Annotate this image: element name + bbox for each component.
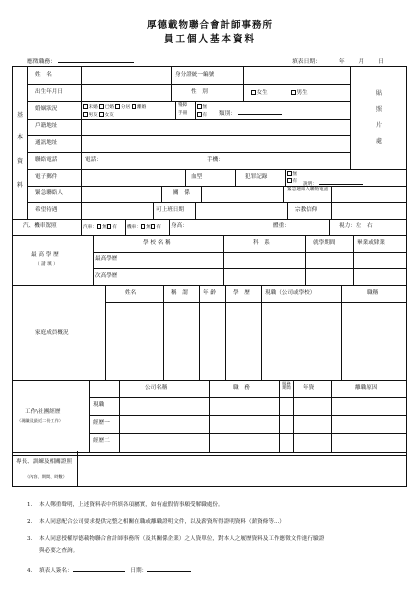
relation-label: 關 係 [173, 190, 190, 196]
criminal-has-option[interactable]: 有 [287, 178, 297, 185]
signature-line[interactable]: 4. 填表人簽名： 日期： [27, 565, 191, 574]
emergency-contact-label: 緊急聯絡人 [35, 190, 63, 196]
note-2: 2. 本人同意配合公司要求提供完整之相關在職或離職證明文件，以及薪資所得證明資料（薪資條等...） [27, 519, 285, 525]
gender-male-option[interactable]: 男生 [291, 90, 308, 97]
note-3: 3. 本人同意授權厚德載物聯合會計師事務所（及其關係企業）之人資單位，對本人之履歷資料及工作應徵文件進行驗證 [27, 536, 325, 542]
second-education-label: 次高學歷 [95, 273, 118, 279]
current-job-label: 現職 [93, 402, 105, 408]
family-position-header: 職稱 [367, 290, 379, 296]
disability-has-option[interactable]: 有 [197, 112, 207, 119]
photo-char-2: 照 [375, 106, 382, 113]
basic-side-char-4: 料 [16, 182, 23, 189]
school-name-header: 學 校 名 稱 [143, 240, 171, 246]
experience-2-label: 經歷二 [93, 438, 110, 444]
company-name-header: 公司名稱 [145, 385, 168, 391]
family-education-header: 學 歷 [233, 290, 250, 296]
family-label: 家庭成員概況 [35, 330, 69, 336]
disability-none-option[interactable]: 無 [197, 104, 207, 111]
photo-char-1: 貼 [375, 90, 382, 97]
phone-label: 聯絡電話 [35, 157, 58, 163]
note-1: 1. 本人鄭重聲明，上述資料表中所填各項屬實，如有虛假情事願受解職處份。 [27, 502, 224, 508]
fill-date-field[interactable]: 填表日期： 年 月 日 [292, 59, 384, 65]
photo-char-4: 處 [375, 138, 382, 145]
basic-side-char-3: 資 [16, 158, 23, 165]
firm-title: 厚德載物聯合會計師事務所 [146, 20, 273, 31]
criminal-record-label: 犯罪記錄 [245, 174, 268, 180]
height-field[interactable]: 身高： [171, 223, 188, 229]
basic-side-char-2: 本 [16, 134, 23, 141]
basic-side-char-1: 基 [16, 112, 23, 119]
work-label: 工作\社團經歷 [25, 409, 61, 415]
category-field[interactable]: 類別： [219, 108, 282, 118]
female-checkbox[interactable] [251, 90, 256, 95]
family-employer-header: 現職（公司或學校） [265, 290, 316, 296]
form-subtitle: 員工個人基本資料 [163, 34, 256, 45]
name-label: 姓 名 [35, 72, 52, 78]
applicant-form [12, 66, 407, 456]
family-title-header: 稱 謂 [171, 290, 188, 296]
id-number-label: 身分證統一編號 [175, 72, 215, 78]
apply-position-field[interactable] [27, 56, 134, 65]
male-checkbox[interactable] [291, 90, 296, 95]
skills-input-area[interactable] [79, 451, 405, 486]
handbook-label: 手冊 [178, 111, 188, 116]
fill-date-label: 填表日期： [292, 59, 321, 65]
gender-female-option[interactable]: 女生 [251, 90, 268, 97]
leave-reason-header: 離職原因 [355, 385, 378, 391]
email-label: 電子郵件 [35, 174, 58, 180]
education-note: （ 請 填 ） [35, 262, 58, 267]
registered-address-label: 戶籍地址 [35, 123, 58, 129]
family-name-header: 姓名 [125, 290, 137, 296]
vision-field[interactable]: 視力：左 右 [339, 223, 373, 229]
skills-section [12, 451, 407, 487]
car-license-field[interactable]: 汽車： 無 有 [83, 225, 118, 230]
criminal-none-option[interactable]: 無 [287, 171, 297, 178]
study-period-header: 就學期間 [313, 240, 336, 246]
emergency-phone-label: 緊急通知人聯絡電話 [287, 187, 329, 192]
service-period-header: 服務期間 [282, 381, 291, 391]
mobile-field[interactable]: 手機： [207, 157, 224, 163]
graduation-header: 畢業或肄業 [357, 240, 385, 246]
start-date-label: 可上班日期 [156, 207, 184, 213]
annual-salary-header: 年資 [303, 385, 315, 391]
marital-status-label: 婚姻狀況 [35, 106, 58, 112]
gender-label: 性 別 [191, 89, 208, 95]
expected-salary-label: 希望待遇 [35, 207, 58, 213]
criminal-explain-field[interactable]: 說明： [303, 178, 363, 188]
marital-options-row1[interactable]: 未婚 已婚 分居 離婚 [83, 104, 146, 111]
blood-type-label: 血型 [191, 174, 203, 180]
motorcycle-license-field[interactable]: 機車： 無 有 [127, 225, 162, 230]
marital-options-row2[interactable]: 男友 女友 [83, 112, 114, 119]
photo-char-3: 片 [375, 122, 382, 129]
note-3-cont: 與必要之查詢。 [39, 548, 79, 554]
mailing-address-label: 通訊地址 [35, 140, 58, 146]
experience-1-label: 經歷一 [93, 420, 110, 426]
department-header: 科 系 [253, 240, 270, 246]
skills-note: （內容、期間、時數） [25, 474, 67, 479]
family-age-header: 年 齡 [203, 290, 216, 296]
apply-position-label: 應徵職務： [27, 59, 56, 65]
tel-field[interactable]: 電話： [85, 157, 102, 163]
education-label: 最 高 學 歷 [31, 252, 59, 258]
work-position-header: 職 務 [233, 385, 250, 391]
skills-label: 專長、訓練及相關證照 [16, 459, 72, 465]
weight-field[interactable]: 體重： [273, 223, 290, 229]
birth-date-label: 出生年月日 [35, 89, 63, 95]
vehicle-license-label: 汽、機車駕照 [23, 223, 57, 229]
disability-label: 殘障 [178, 103, 188, 108]
highest-education-label: 最高學歷 [95, 256, 118, 262]
work-note: （現職及最近二份工作） [17, 418, 64, 423]
religion-label: 宗教信仰 [295, 207, 318, 213]
